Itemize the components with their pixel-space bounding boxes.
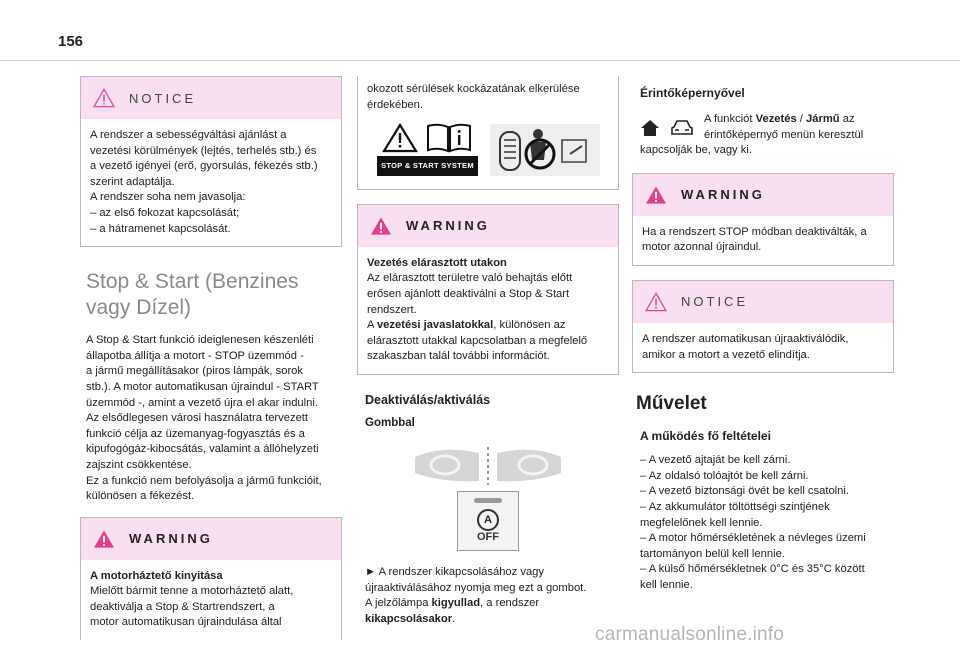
warning-header bbox=[81, 518, 341, 560]
auto-icon: A bbox=[477, 509, 499, 531]
manual-book-icon bbox=[426, 123, 472, 153]
list-item: tartományon belül kell lennie. bbox=[640, 547, 785, 560]
text-line: deaktiválja a Stop & Startrendszert, a bbox=[90, 600, 275, 613]
text-line: érdekében. bbox=[367, 98, 423, 111]
text-line bbox=[365, 596, 619, 612]
stop-start-off-button[interactable] bbox=[457, 491, 519, 551]
conditions-list bbox=[640, 453, 894, 593]
bold-span: Jármű bbox=[806, 113, 840, 125]
notice-title: NOTICE bbox=[129, 90, 197, 106]
deactivation-heading: Deaktiválás/aktiválás bbox=[365, 392, 491, 407]
warning-body bbox=[81, 560, 341, 640]
notice-warning-icon bbox=[93, 88, 115, 108]
column-3 bbox=[632, 76, 894, 594]
text-line: különösen a fékezést. bbox=[86, 490, 195, 503]
stop-start-badge: STOP & START SYSTEM bbox=[377, 156, 478, 176]
notice-header bbox=[81, 77, 341, 119]
list-item: – A vezető biztonsági övét be kell csatolni. bbox=[640, 485, 849, 498]
text-line: Ez a funkció nem befolyásolja a jármű funkcióit, bbox=[86, 474, 322, 487]
page-number: 156 bbox=[58, 33, 84, 50]
home-icon bbox=[640, 118, 660, 138]
text-span: , a rendszer bbox=[480, 597, 540, 610]
stop-start-label-figure bbox=[367, 123, 610, 176]
text-line: motor azonnal újraindul. bbox=[642, 241, 762, 254]
list-item: – Az akkumulátor töltöttségi szintjének bbox=[640, 500, 830, 513]
indicator-lamp bbox=[474, 498, 502, 503]
text-line: zajszint csökkentése. bbox=[86, 458, 192, 471]
warning-box-hood-cont bbox=[357, 76, 619, 190]
top-rule bbox=[0, 60, 960, 61]
watermark: carmanualsonline.info bbox=[595, 624, 785, 645]
text-line: motor automatikusan újraindulása által bbox=[90, 616, 282, 629]
text-line: a jármű megállításakor (piros lámpák, sorok bbox=[86, 365, 303, 378]
text-line: – a hátramenet kapcsolását. bbox=[90, 222, 231, 235]
text-line: Ha a rendszert STOP módban deaktiválták, a bbox=[642, 225, 867, 238]
notice-header bbox=[633, 281, 893, 323]
bold-span: Vezetés bbox=[755, 113, 797, 125]
warning-icon bbox=[645, 185, 667, 205]
section-title bbox=[86, 269, 342, 321]
warning-box-stop bbox=[632, 173, 894, 266]
text-line: okozott sérülések kockázatának elkerülése bbox=[367, 83, 580, 95]
touchscreen-row bbox=[640, 112, 894, 143]
notice-body bbox=[81, 119, 341, 246]
off-button-figure bbox=[357, 491, 619, 551]
text-line bbox=[365, 612, 619, 628]
text-line: stb.). A motor automatikusan újraindul - START bbox=[86, 380, 319, 393]
text-span: az bbox=[839, 113, 855, 125]
text-line: kapcsolják be, vagy ki. bbox=[640, 144, 752, 157]
text-span: . bbox=[452, 612, 456, 625]
warning-box-flooded bbox=[357, 204, 619, 375]
text-span: / bbox=[796, 113, 807, 125]
text-line: funkció célja az üzemanyag-fogyasztás és a bbox=[86, 427, 305, 440]
warning-title: WARNING bbox=[406, 218, 490, 234]
warning-body bbox=[358, 247, 618, 374]
list-item: – A vezető ajtaját be kell zárni. bbox=[640, 454, 791, 467]
text-line: elárasztott utakkal kapcsolatban a megfelelő bbox=[367, 334, 588, 347]
warning-body-cont bbox=[358, 76, 618, 189]
text-line: újraaktiválásához nyomja meg ezt a gombot. bbox=[365, 581, 587, 594]
touchscreen-heading: Érintőképernyővel bbox=[640, 86, 745, 100]
stop-start-paragraph bbox=[86, 333, 342, 505]
bold-span: kigyullad bbox=[431, 597, 481, 610]
notice-warning-icon bbox=[645, 292, 667, 312]
label-sticker-left bbox=[377, 123, 478, 176]
text-line: szerint adaptálja. bbox=[90, 175, 175, 188]
text-span: A bbox=[367, 319, 377, 332]
dashboard-figure bbox=[357, 443, 619, 487]
text-line: ► A rendszer kikapcsolásához vagy bbox=[365, 565, 544, 578]
column-1 bbox=[80, 76, 342, 640]
text-line: A Stop & Start funkció ideiglenesen készenléti bbox=[86, 334, 314, 347]
text-line: A rendszer a sebességváltási ajánlást a bbox=[90, 129, 287, 141]
text-line: A rendszer soha nem javasolja: bbox=[90, 191, 246, 204]
warning-icon bbox=[370, 216, 392, 236]
list-item: – A külső hőmérsékletnek 0°C és 35°C között bbox=[640, 563, 865, 576]
text-line: szakaszban talál további információt. bbox=[367, 350, 550, 363]
text-span: A jelzőlámpa bbox=[365, 597, 432, 610]
text-line: Az elárasztott területre való behajtás előtt bbox=[367, 272, 573, 285]
warning-heading: A motorháztető kinyitása bbox=[90, 569, 223, 582]
text-line: A rendszer automatikusan újraaktiválódik, bbox=[642, 332, 849, 345]
notice-box bbox=[80, 76, 342, 247]
notice-title: NOTICE bbox=[681, 294, 749, 310]
warning-header bbox=[633, 174, 893, 216]
list-item: megfelelőnek kell lennie. bbox=[640, 516, 763, 529]
button-instructions bbox=[365, 565, 619, 627]
text-span: A funkciót bbox=[704, 113, 756, 125]
dashboard-steering-icon bbox=[413, 443, 563, 487]
text-line: állapotba állítja a motort - STOP üzemmód - bbox=[86, 349, 304, 362]
text-line bbox=[704, 112, 863, 128]
car-icon bbox=[670, 118, 694, 138]
warning-title: WARNING bbox=[129, 531, 213, 547]
list-item: – Az oldalsó tolóajtót be kell zárni. bbox=[640, 469, 809, 482]
warning-title: WARNING bbox=[681, 187, 765, 203]
text-line bbox=[367, 318, 610, 334]
text-line: kipufogógáz-kibocsátás, valamint a állóhelyzeti bbox=[86, 443, 319, 456]
list-item: – A motor hőmérsékletének a névleges üzemi bbox=[640, 532, 866, 545]
warning-box-hood bbox=[80, 517, 342, 640]
operation-heading: Művelet bbox=[636, 393, 707, 415]
notice-box-reactivation bbox=[632, 280, 894, 373]
section-title-line: Stop & Start (Benzines bbox=[86, 270, 299, 294]
warning-heading: Vezetés elárasztott utakon bbox=[367, 256, 507, 269]
warning-body bbox=[633, 216, 893, 265]
warning-header bbox=[358, 205, 618, 247]
text-line: amikor a motort a vezető elindítja. bbox=[642, 348, 810, 361]
text-span: , különösen az bbox=[493, 319, 566, 332]
bold-span: vezetési javaslatokkal bbox=[376, 319, 494, 332]
text-line: rendszert. bbox=[367, 303, 417, 316]
section-title-line: vagy Dízel) bbox=[86, 296, 192, 320]
text-line: erősen ajánlott deaktiválni a Stop & Start bbox=[367, 287, 570, 300]
touchscreen-text bbox=[704, 112, 863, 143]
column-2 bbox=[357, 76, 619, 627]
conditions-heading: A működés fő feltételei bbox=[640, 429, 771, 444]
bold-span: kikapcsolásakor bbox=[365, 612, 453, 625]
text-line: a vezető igényei (erő, gyorsulás, fékezés stb.) bbox=[90, 160, 318, 173]
text-line: üzemmód -, amint a vezető újra el akar indulni. bbox=[86, 396, 318, 409]
text-line: – az első fokozat kapcsolását; bbox=[90, 206, 240, 219]
danger-triangle-icon bbox=[382, 123, 418, 153]
text-line: Mielőtt bármit tenne a motorháztető alatt, bbox=[90, 585, 294, 598]
text-line: vezetési körülmények (lejtés, terhelés stb.) és bbox=[90, 144, 317, 157]
notice-body bbox=[633, 323, 893, 372]
button-subheading: Gombbal bbox=[365, 416, 415, 429]
touchscreen-paragraph bbox=[640, 112, 894, 159]
text-line: érintőképernyő menün keresztül bbox=[704, 128, 864, 141]
engine-fan-hazard-icon bbox=[490, 124, 600, 176]
off-label: OFF bbox=[477, 531, 499, 544]
list-item: kell lennie. bbox=[640, 578, 693, 591]
text-line: Az elsődlegesen városi használatra tervezett bbox=[86, 412, 309, 425]
warning-icon bbox=[93, 529, 115, 549]
